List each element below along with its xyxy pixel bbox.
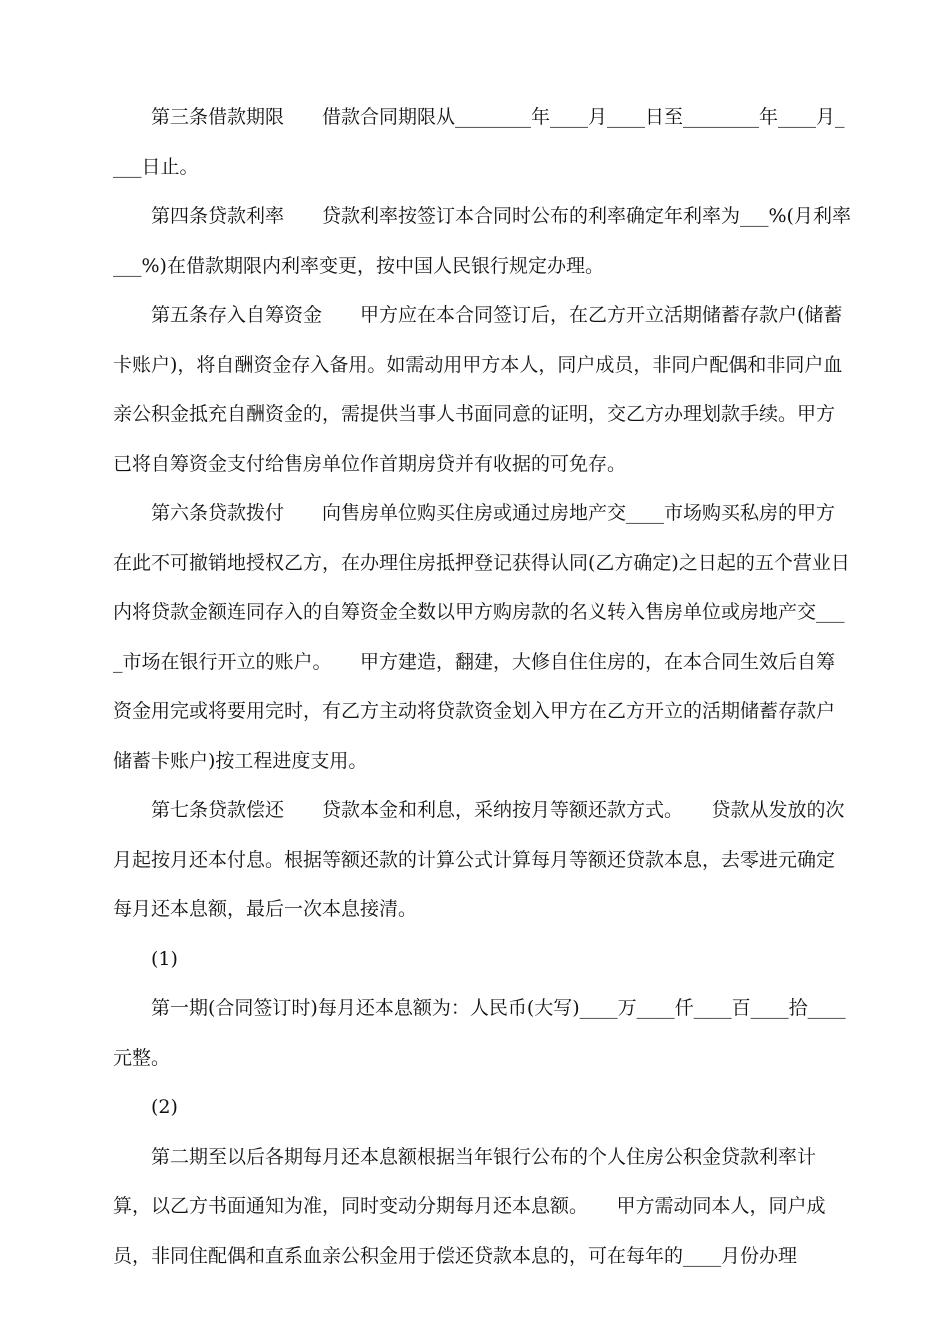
document-body — [113, 93, 853, 1281]
item-2-marker: (2) — [151, 1096, 178, 1118]
item-1-first-installment: 第一期(合同签订时)每月还本息额为：人民币(大写)____万____仟____百____拾____元整。 — [113, 997, 846, 1069]
article-6-loan-disbursement: 第六条贷款拨付 向售房单位购买住房或通过房地产交____市场购买私房的甲方在此不可撤销地授权乙方，在办理住房抵押登记获得认同(乙方确定)之日起的五个营业日内将贷款金额连同存入的自筹资金全数以甲方购房款的名义转入售房单位或房地产交____市场在银行开立的账户。 甲方建造，翻建，大修自住住房的，在本合同生效后自筹资金用完或将要用完时，有乙方主动将贷款资金划入甲方在乙方开立的活期储蓄存款户储蓄卡账户)按工程进度支用。 — [113, 502, 850, 772]
article-4-interest-rate: 第四条贷款利率 贷款利率按签订本合同时公布的利率确定年利率为___%(月利率___%)在借款期限内利率变更，按中国人民银行规定办理。 — [113, 205, 851, 277]
article-3-loan-term: 第三条借款期限 借款合同期限从________年____月____日至________年____月____日止。 — [113, 106, 845, 178]
article-7-loan-repayment: 第七条贷款偿还 贷款本金和利息，采纳按月等额还款方式。 贷款从发放的次月起按月还本付息。根据等额还款的计算公式计算每月等额还贷款本息，去零进元确定每月还本息额，最后一次本息接清。 — [113, 799, 845, 920]
item-1-marker: (1) — [151, 947, 178, 970]
article-5-self-funds: 第五条存入自筹资金 甲方应在本合同签订后，在乙方开立活期储蓄存款户(储蓄卡账户)，将自酬资金存入备用。如需动用甲方本人，同户成员，非同户配偶和非同户血亲公积金抵充自酬资金的，需提供当事人书面同意的证明，交乙方办理划款手续。甲方已将自筹资金支付给售房单位作首期房贷并有收据的可免存。 — [113, 304, 843, 475]
item-2-later-installments: 第二期至以后各期每月还本息额根据当年银行公布的个人住房公积金贷款利率计算，以乙方书面通知为准，同时变动分期每月还本息额。 甲方需动同本人，同户成员，非同住配偶和直系血亲公积金用于偿还贷款本息的，可在每年的____月份办理 — [113, 1145, 826, 1267]
